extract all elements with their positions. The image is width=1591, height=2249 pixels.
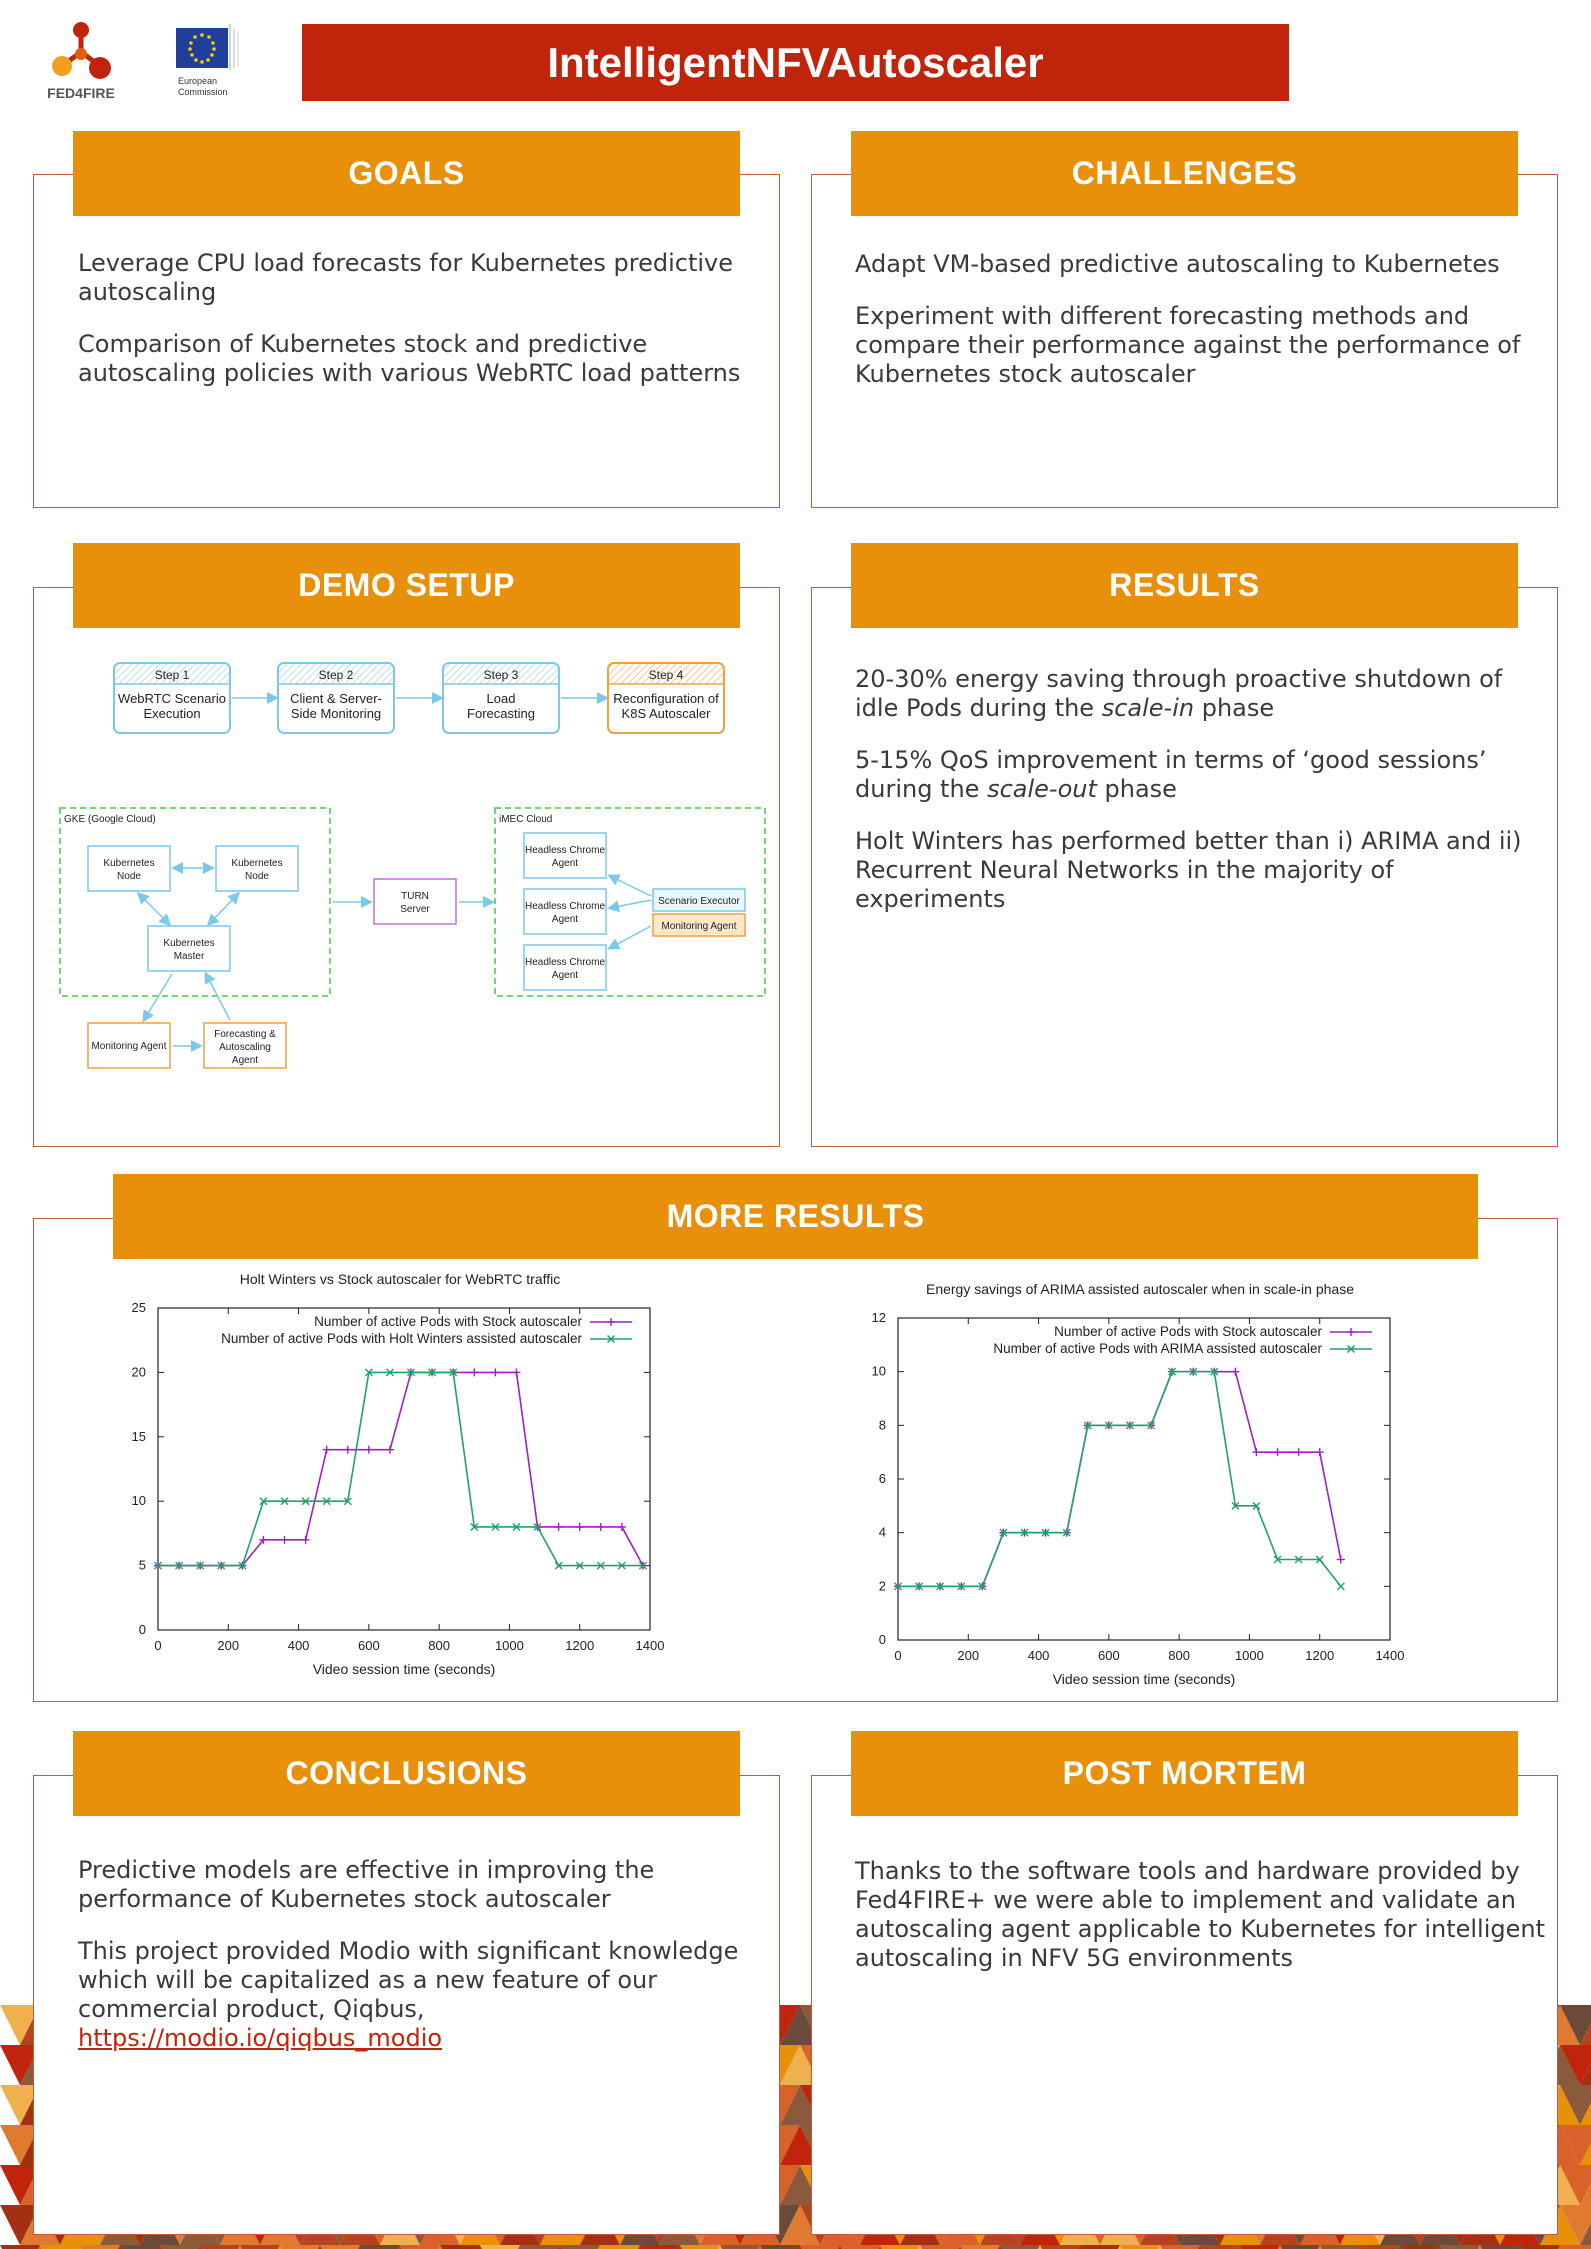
european-commission-logo	[154, 24, 266, 104]
data-point	[386, 1446, 394, 1454]
challenges-paragraph-2: Experiment with different forecasting methods and compare their performance against the performance of Kubernetes stock autoscaler	[855, 302, 1521, 388]
svg-text:TURN: TURN	[401, 891, 429, 902]
y-tick-label: 25	[131, 1300, 146, 1315]
x-tick-label: 600	[358, 1638, 380, 1653]
legend-label-1: Number of active Pods with Stock autoscaler	[1054, 1324, 1322, 1339]
x-tick-label: 0	[154, 1638, 162, 1653]
svg-text:Node: Node	[117, 871, 141, 882]
data-point	[365, 1446, 373, 1454]
svg-text:Kubernetes: Kubernetes	[231, 858, 283, 869]
post-mortem-header	[851, 1731, 1518, 1816]
step-4-text-2: K8S Autoscaler	[621, 706, 711, 721]
demo-setup-heading: DEMO SETUP	[298, 567, 515, 603]
y-tick-label: 4	[878, 1524, 886, 1540]
y-tick-label: 10	[131, 1493, 146, 1509]
kubernetes-master	[148, 926, 230, 971]
x-tick-label: 800	[1168, 1648, 1190, 1663]
x-tick-label: 1400	[1375, 1648, 1405, 1663]
step-3-box	[443, 663, 559, 733]
gke-monitoring-agent	[88, 1023, 170, 1068]
x-tick-label: 200	[957, 1648, 980, 1663]
y-tick-label: 15	[131, 1428, 146, 1444]
step-1-title: Step 1	[154, 668, 190, 682]
turn-server	[374, 879, 456, 924]
forecasting-autoscaling-agent	[204, 1023, 286, 1068]
results-paragraph-3: Holt Winters has performed better than i) ARIMA and ii) Recurrent Neural Networks in the majority of experiments	[855, 827, 1522, 913]
data-point	[618, 1523, 626, 1531]
imec-label: iMEC Cloud	[499, 814, 553, 825]
step-1-text-1: WebRTC Scenario	[118, 691, 226, 706]
x-axis-label: Video session time (seconds)	[312, 1661, 496, 1677]
y-tick-label: 0	[878, 1632, 886, 1647]
x-tick-label: 1200	[565, 1638, 595, 1653]
svg-text:Autoscaling: Autoscaling	[219, 1042, 271, 1053]
step-2-box	[278, 663, 394, 733]
fed4fire-logo-text: FED4FIRE	[47, 85, 115, 101]
x-tick-label: 400	[1027, 1648, 1050, 1663]
svg-text:Headless Chrome: Headless Chrome	[524, 901, 606, 912]
challenges-heading: CHALLENGES	[1071, 155, 1298, 191]
plot-frame	[158, 1308, 650, 1630]
data-point	[576, 1523, 584, 1531]
goals-paragraph-2: Comparison of Kubernetes stock and predictive autoscaling policies with various WebRTC load patterns	[78, 330, 741, 387]
challenges-text	[855, 250, 1535, 412]
x-tick-label: 200	[217, 1638, 240, 1653]
series-line-2	[158, 1372, 643, 1565]
step-4-box	[608, 663, 724, 733]
x-tick-label: 400	[287, 1638, 310, 1653]
step-2-title: Step 2	[318, 668, 354, 682]
x-axis-label: Video session time (seconds)	[1052, 1671, 1236, 1687]
x-tick-label: 1200	[1305, 1648, 1335, 1663]
headless-chrome-agent-1	[524, 833, 606, 878]
post-mortem-text	[855, 1857, 1545, 1996]
svg-text:Agent: Agent	[231, 1055, 259, 1066]
data-point	[1337, 1583, 1344, 1590]
architecture-diagram	[54, 656, 772, 1078]
data-point	[281, 1536, 289, 1544]
data-point	[302, 1536, 310, 1544]
goals-heading: GOALS	[348, 155, 465, 191]
arima-chart	[850, 1272, 1430, 1704]
data-point	[1295, 1448, 1303, 1456]
svg-text:Headless Chrome: Headless Chrome	[524, 957, 606, 968]
x-tick-label: 0	[894, 1648, 902, 1663]
step-4-title: Step 4	[648, 668, 684, 682]
step-3-title: Step 3	[483, 668, 519, 682]
data-point	[470, 1368, 478, 1376]
y-tick-label: 6	[878, 1471, 886, 1486]
conclusions-heading: CONCLUSIONS	[285, 1755, 528, 1791]
svg-text:Server: Server	[400, 904, 430, 915]
data-point	[512, 1368, 520, 1376]
imec-monitoring-agent	[653, 914, 745, 936]
series-line-2	[898, 1372, 1341, 1587]
conclusions-paragraph-1: Predictive models are effective in improving the performance of Kubernetes stock autoscaler	[78, 1856, 655, 1913]
x-tick-label: 1400	[635, 1638, 665, 1653]
title-banner	[302, 24, 1289, 101]
legend-label-2: Number of active Pods with ARIMA assisted autoscaler	[993, 1341, 1322, 1356]
step-3-text-2: Forecasting	[467, 706, 535, 721]
svg-text:Master: Master	[173, 951, 205, 962]
y-tick-label: 10	[871, 1363, 886, 1379]
svg-text:Headless Chrome: Headless Chrome	[524, 845, 606, 856]
goals-paragraph-1: Leverage CPU load forecasts for Kubernetes predictive autoscaling	[78, 249, 734, 306]
plot-frame	[898, 1318, 1390, 1640]
kubernetes-node-1	[88, 846, 170, 891]
svg-text:Kubernetes: Kubernetes	[103, 858, 155, 869]
step-2-text-2: Side Monitoring	[290, 706, 382, 721]
svg-text:Agent: Agent	[551, 914, 579, 925]
data-point	[1274, 1448, 1282, 1456]
step-1-box	[114, 663, 230, 733]
fed4fire-logo	[38, 18, 124, 104]
goals-text	[78, 249, 758, 411]
svg-text:Forecasting &: Forecasting &	[214, 1029, 276, 1040]
y-tick-label: 2	[878, 1578, 886, 1594]
data-point	[323, 1446, 331, 1454]
data-point	[344, 1446, 352, 1454]
y-tick-label: 8	[878, 1417, 886, 1433]
data-point	[1316, 1448, 1324, 1456]
svg-text:Agent: Agent	[551, 970, 579, 981]
more-results-heading: MORE RESULTS	[666, 1198, 925, 1234]
y-tick-label: 0	[138, 1622, 146, 1637]
holt-winters-chart	[110, 1262, 690, 1694]
data-point	[1337, 1556, 1345, 1564]
post-mortem-panel	[811, 1775, 1558, 2235]
chart-title: Energy savings of ARIMA assisted autoscaler when in scale-in phase	[925, 1281, 1355, 1297]
qiqbus-link[interactable]: https://modio.io/qiqbus_modio	[78, 2024, 443, 2052]
data-point	[491, 1368, 499, 1376]
svg-text:Kubernetes: Kubernetes	[163, 938, 215, 949]
series-line-1	[158, 1372, 643, 1565]
data-point	[1252, 1448, 1260, 1456]
svg-text:Node: Node	[245, 871, 269, 882]
results-heading: RESULTS	[1109, 567, 1260, 603]
challenges-header	[851, 131, 1518, 216]
ec-logo-text-1: European	[178, 76, 218, 86]
svg-text:Monitoring Agent: Monitoring Agent	[661, 921, 737, 932]
x-tick-label: 800	[428, 1638, 450, 1653]
legend-label-2: Number of active Pods with Holt Winters assisted autoscaler	[221, 1331, 582, 1346]
scenario-executor	[653, 889, 745, 911]
results-header	[851, 543, 1518, 628]
page-title: IntelligentNFVAutoscaler	[547, 38, 1044, 86]
y-tick-label: 5	[138, 1557, 146, 1573]
challenges-paragraph-1: Adapt VM-based predictive autoscaling to Kubernetes	[855, 250, 1500, 278]
conclusions-paragraph-2: This project provided Modio with significant knowledge which will be capitalized as a new feature of our commercial product, Qiqbus, https://modio.io/qiqbus_modio	[78, 1937, 739, 2052]
data-point	[555, 1523, 563, 1531]
y-tick-label: 20	[131, 1364, 146, 1380]
x-tick-label: 1000	[494, 1638, 524, 1653]
step-1-text-2: Execution	[143, 706, 201, 721]
data-point	[1231, 1368, 1239, 1376]
conclusions-text	[78, 1856, 758, 2053]
gke-label: GKE (Google Cloud)	[64, 814, 156, 825]
demo-setup-header	[73, 543, 740, 628]
goals-header	[73, 131, 740, 216]
conclusions-header	[73, 1731, 740, 1816]
y-tick-label: 12	[871, 1310, 886, 1325]
results-paragraph-1: 20-30% energy saving through proactive shutdown of idle Pods during the scale-in phase	[855, 665, 1503, 722]
svg-text:Agent: Agent	[551, 858, 579, 869]
ec-logo-text-2: Commission	[178, 87, 228, 97]
step-3-text-1: Load	[486, 691, 516, 706]
step-2-text-1: Client & Server-	[290, 691, 382, 706]
chart-title: Holt Winters vs Stock autoscaler for WebRTC traffic	[239, 1271, 561, 1287]
results-text	[855, 665, 1545, 937]
legend-label-1: Number of active Pods with Stock autoscaler	[314, 1314, 582, 1329]
post-mortem-heading: POST MORTEM	[1062, 1755, 1307, 1791]
series-line-1	[898, 1372, 1341, 1587]
svg-text:Monitoring Agent: Monitoring Agent	[91, 1041, 167, 1052]
data-point	[597, 1523, 605, 1531]
results-paragraph-2: 5-15% QoS improvement in terms of ‘good sessions’ during the scale-out phase	[855, 746, 1487, 803]
x-tick-label: 1000	[1234, 1648, 1264, 1663]
svg-text:Scenario Executor: Scenario Executor	[658, 896, 740, 907]
headless-chrome-agent-3	[524, 945, 606, 990]
x-tick-label: 600	[1098, 1648, 1120, 1663]
more-results-header	[113, 1174, 1478, 1259]
step-4-text-1: Reconfiguration of	[613, 691, 719, 706]
post-mortem-paragraph-1: Thanks to the software tools and hardware provided by Fed4FIRE+ we were able to implement and validate an autoscaling agent applicable to Kubernetes for intelligent autoscaling in NFV 5G environments	[855, 1857, 1546, 1972]
kubernetes-node-2	[216, 846, 298, 891]
headless-chrome-agent-2	[524, 889, 606, 934]
